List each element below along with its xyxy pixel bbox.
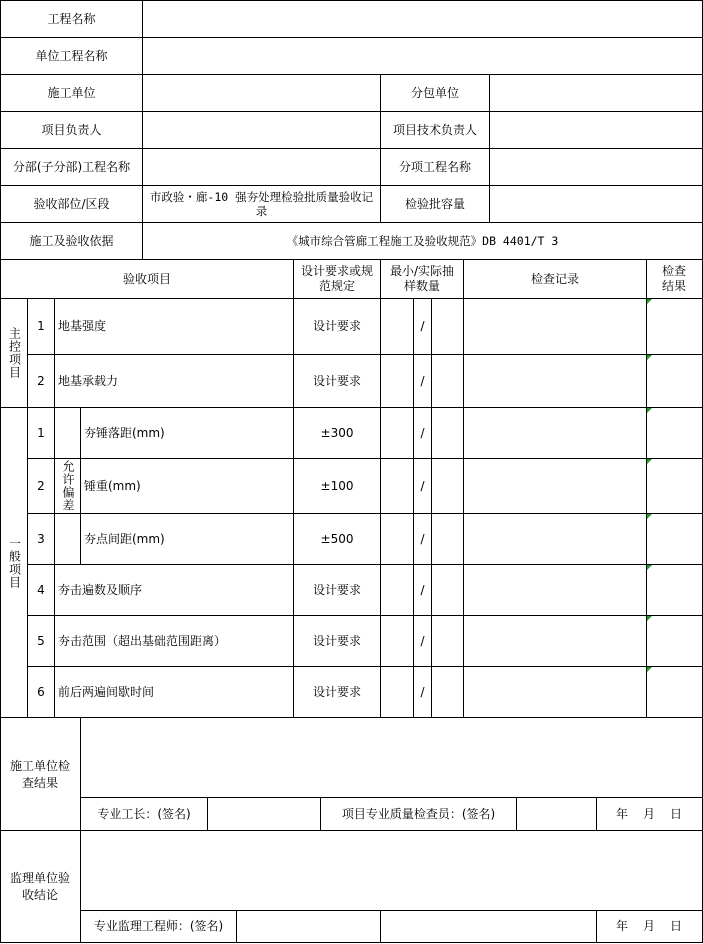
main-item-no: 1 bbox=[37, 319, 45, 333]
main-item-design: 设计要求 bbox=[312, 373, 361, 388]
foreman-signature-label: 专业工长：(签名) bbox=[97, 806, 191, 821]
general-group-label: 一般项目 bbox=[7, 536, 22, 589]
general-item-sample: / bbox=[420, 478, 425, 493]
check-record-field[interactable] bbox=[464, 667, 646, 717]
general-item-no: 1 bbox=[37, 425, 45, 440]
grid-line bbox=[431, 298, 432, 718]
general-item-design: 设计要求 bbox=[312, 582, 361, 597]
general-item-no: 6 bbox=[37, 684, 45, 699]
main-item-name: 地基承载力 bbox=[58, 373, 119, 388]
date-day: 日 bbox=[669, 806, 682, 821]
check-record-field[interactable] bbox=[464, 408, 646, 458]
division-field[interactable] bbox=[143, 149, 380, 185]
main-item-design: 设计要求 bbox=[312, 319, 361, 333]
deviation-label: 允许偏差 bbox=[61, 460, 75, 512]
col-header-record: 检查记录 bbox=[530, 271, 579, 286]
general-item-sample: / bbox=[420, 633, 425, 648]
general-item-design: ±500 bbox=[320, 531, 354, 546]
general-item-name: 前后两遍间歇时间 bbox=[58, 684, 155, 699]
inspection-part-label: 验收部位/区段 bbox=[33, 196, 110, 211]
project-manager-label: 项目负责人 bbox=[41, 122, 102, 137]
check-result-field[interactable] bbox=[647, 459, 702, 513]
main-item-sample: / bbox=[420, 319, 425, 333]
supervision-conclusion-field[interactable] bbox=[81, 831, 702, 910]
subitem-field[interactable] bbox=[490, 149, 702, 185]
check-result-field[interactable] bbox=[647, 667, 702, 717]
comment-marker bbox=[647, 408, 652, 413]
check-record-field[interactable] bbox=[464, 616, 646, 666]
date-month: 月 bbox=[642, 806, 655, 821]
check-result-field[interactable] bbox=[647, 514, 702, 564]
check-record-field[interactable] bbox=[464, 565, 646, 615]
date-year: 年 bbox=[615, 806, 628, 821]
grid-line bbox=[596, 797, 597, 830]
general-item-design: ±300 bbox=[320, 425, 354, 440]
grid-line bbox=[596, 910, 597, 943]
inspector-signature-field[interactable] bbox=[517, 798, 596, 830]
general-item-name: 锤重(mm) bbox=[84, 478, 141, 493]
date-month: 月 bbox=[642, 919, 655, 933]
grid-line bbox=[380, 259, 381, 718]
general-item-name: 夯点间距(mm) bbox=[84, 531, 165, 546]
check-record-field[interactable] bbox=[464, 514, 646, 564]
col-header-sample: 最小/实际抽样数量 bbox=[389, 264, 455, 293]
subcontract-unit-label: 分包单位 bbox=[410, 85, 459, 100]
basis-label: 施工及验收依据 bbox=[29, 233, 114, 248]
comment-marker bbox=[647, 299, 652, 304]
subcontract-unit-field[interactable] bbox=[490, 75, 702, 111]
general-item-sample: / bbox=[420, 531, 425, 546]
comment-marker bbox=[647, 565, 652, 570]
unit-project-field[interactable] bbox=[143, 38, 702, 74]
general-item-sample: / bbox=[420, 684, 425, 699]
project-name-label: 工程名称 bbox=[47, 11, 96, 26]
general-item-no: 3 bbox=[37, 531, 45, 546]
check-record-field[interactable] bbox=[464, 355, 646, 407]
general-item-name: 夯击范围（超出基础范围距离） bbox=[58, 633, 227, 648]
tech-manager-label: 项目技术负责人 bbox=[392, 122, 477, 137]
date-year: 年 bbox=[615, 919, 628, 933]
inspector-signature-label: 项目专业质量检查员：(签名) bbox=[341, 806, 496, 821]
foreman-signature-field[interactable] bbox=[208, 798, 320, 830]
general-item-sample: / bbox=[420, 425, 425, 440]
basis-value: 《城市综合管廊工程施工及验收规范》DB 4401/T 3 bbox=[286, 233, 559, 248]
general-item-no: 5 bbox=[37, 633, 45, 648]
tech-manager-field[interactable] bbox=[490, 112, 702, 148]
project-name-field[interactable] bbox=[143, 1, 702, 37]
project-manager-field[interactable] bbox=[143, 112, 380, 148]
main-item-no: 2 bbox=[37, 373, 45, 388]
check-result-field[interactable] bbox=[647, 616, 702, 666]
general-item-no: 4 bbox=[37, 582, 45, 597]
construction-unit-label: 施工单位 bbox=[47, 85, 96, 100]
col-header-result: 检查结果 bbox=[661, 264, 686, 293]
check-result-field[interactable] bbox=[647, 355, 702, 407]
engineer-signature-extra-field[interactable] bbox=[381, 911, 596, 942]
general-item-design: 设计要求 bbox=[312, 684, 361, 699]
construction-check-label: 施工单位检查结果 bbox=[9, 759, 70, 790]
subitem-label: 分项工程名称 bbox=[398, 159, 471, 174]
supervision-label: 监理单位验收结论 bbox=[9, 871, 70, 902]
general-item-sample: / bbox=[420, 582, 425, 597]
check-record-field[interactable] bbox=[464, 299, 646, 354]
main-item-name: 地基强度 bbox=[58, 319, 107, 333]
check-result-field[interactable] bbox=[647, 565, 702, 615]
engineer-signature-label: 专业监理工程师：(签名) bbox=[93, 919, 224, 933]
check-result-field[interactable] bbox=[647, 408, 702, 458]
comment-marker bbox=[647, 459, 652, 464]
col-header-design: 设计要求或规范规定 bbox=[300, 264, 373, 293]
general-item-design: ±100 bbox=[320, 478, 354, 493]
general-item-no: 2 bbox=[37, 478, 45, 493]
batch-capacity-label: 检验批容量 bbox=[404, 196, 465, 211]
general-item-name: 夯锤落距(mm) bbox=[84, 425, 165, 440]
division-label: 分部(子分部)工程名称 bbox=[12, 159, 131, 174]
unit-project-label: 单位工程名称 bbox=[35, 48, 108, 63]
main-group-label: 主控项目 bbox=[7, 327, 22, 379]
general-item-design: 设计要求 bbox=[312, 633, 361, 648]
comment-marker bbox=[647, 667, 652, 672]
batch-capacity-field[interactable] bbox=[490, 186, 702, 222]
construction-unit-field[interactable] bbox=[143, 75, 380, 111]
comment-marker bbox=[647, 514, 652, 519]
col-header-item: 验收项目 bbox=[122, 271, 171, 286]
check-record-field[interactable] bbox=[464, 459, 646, 513]
comment-marker bbox=[647, 616, 652, 621]
engineer-signature-field[interactable] bbox=[237, 911, 380, 942]
main-item-sample: / bbox=[420, 373, 425, 388]
general-item-name: 夯击遍数及顺序 bbox=[58, 582, 143, 597]
check-result-field[interactable] bbox=[647, 299, 702, 354]
frame-bottom bbox=[0, 942, 703, 943]
date-day: 日 bbox=[669, 919, 682, 933]
comment-marker bbox=[647, 355, 652, 360]
inspection-part-value: 市政验・廊-10 强夯处理检验批质量验收记录 bbox=[149, 190, 374, 218]
construction-check-field[interactable] bbox=[81, 718, 702, 797]
